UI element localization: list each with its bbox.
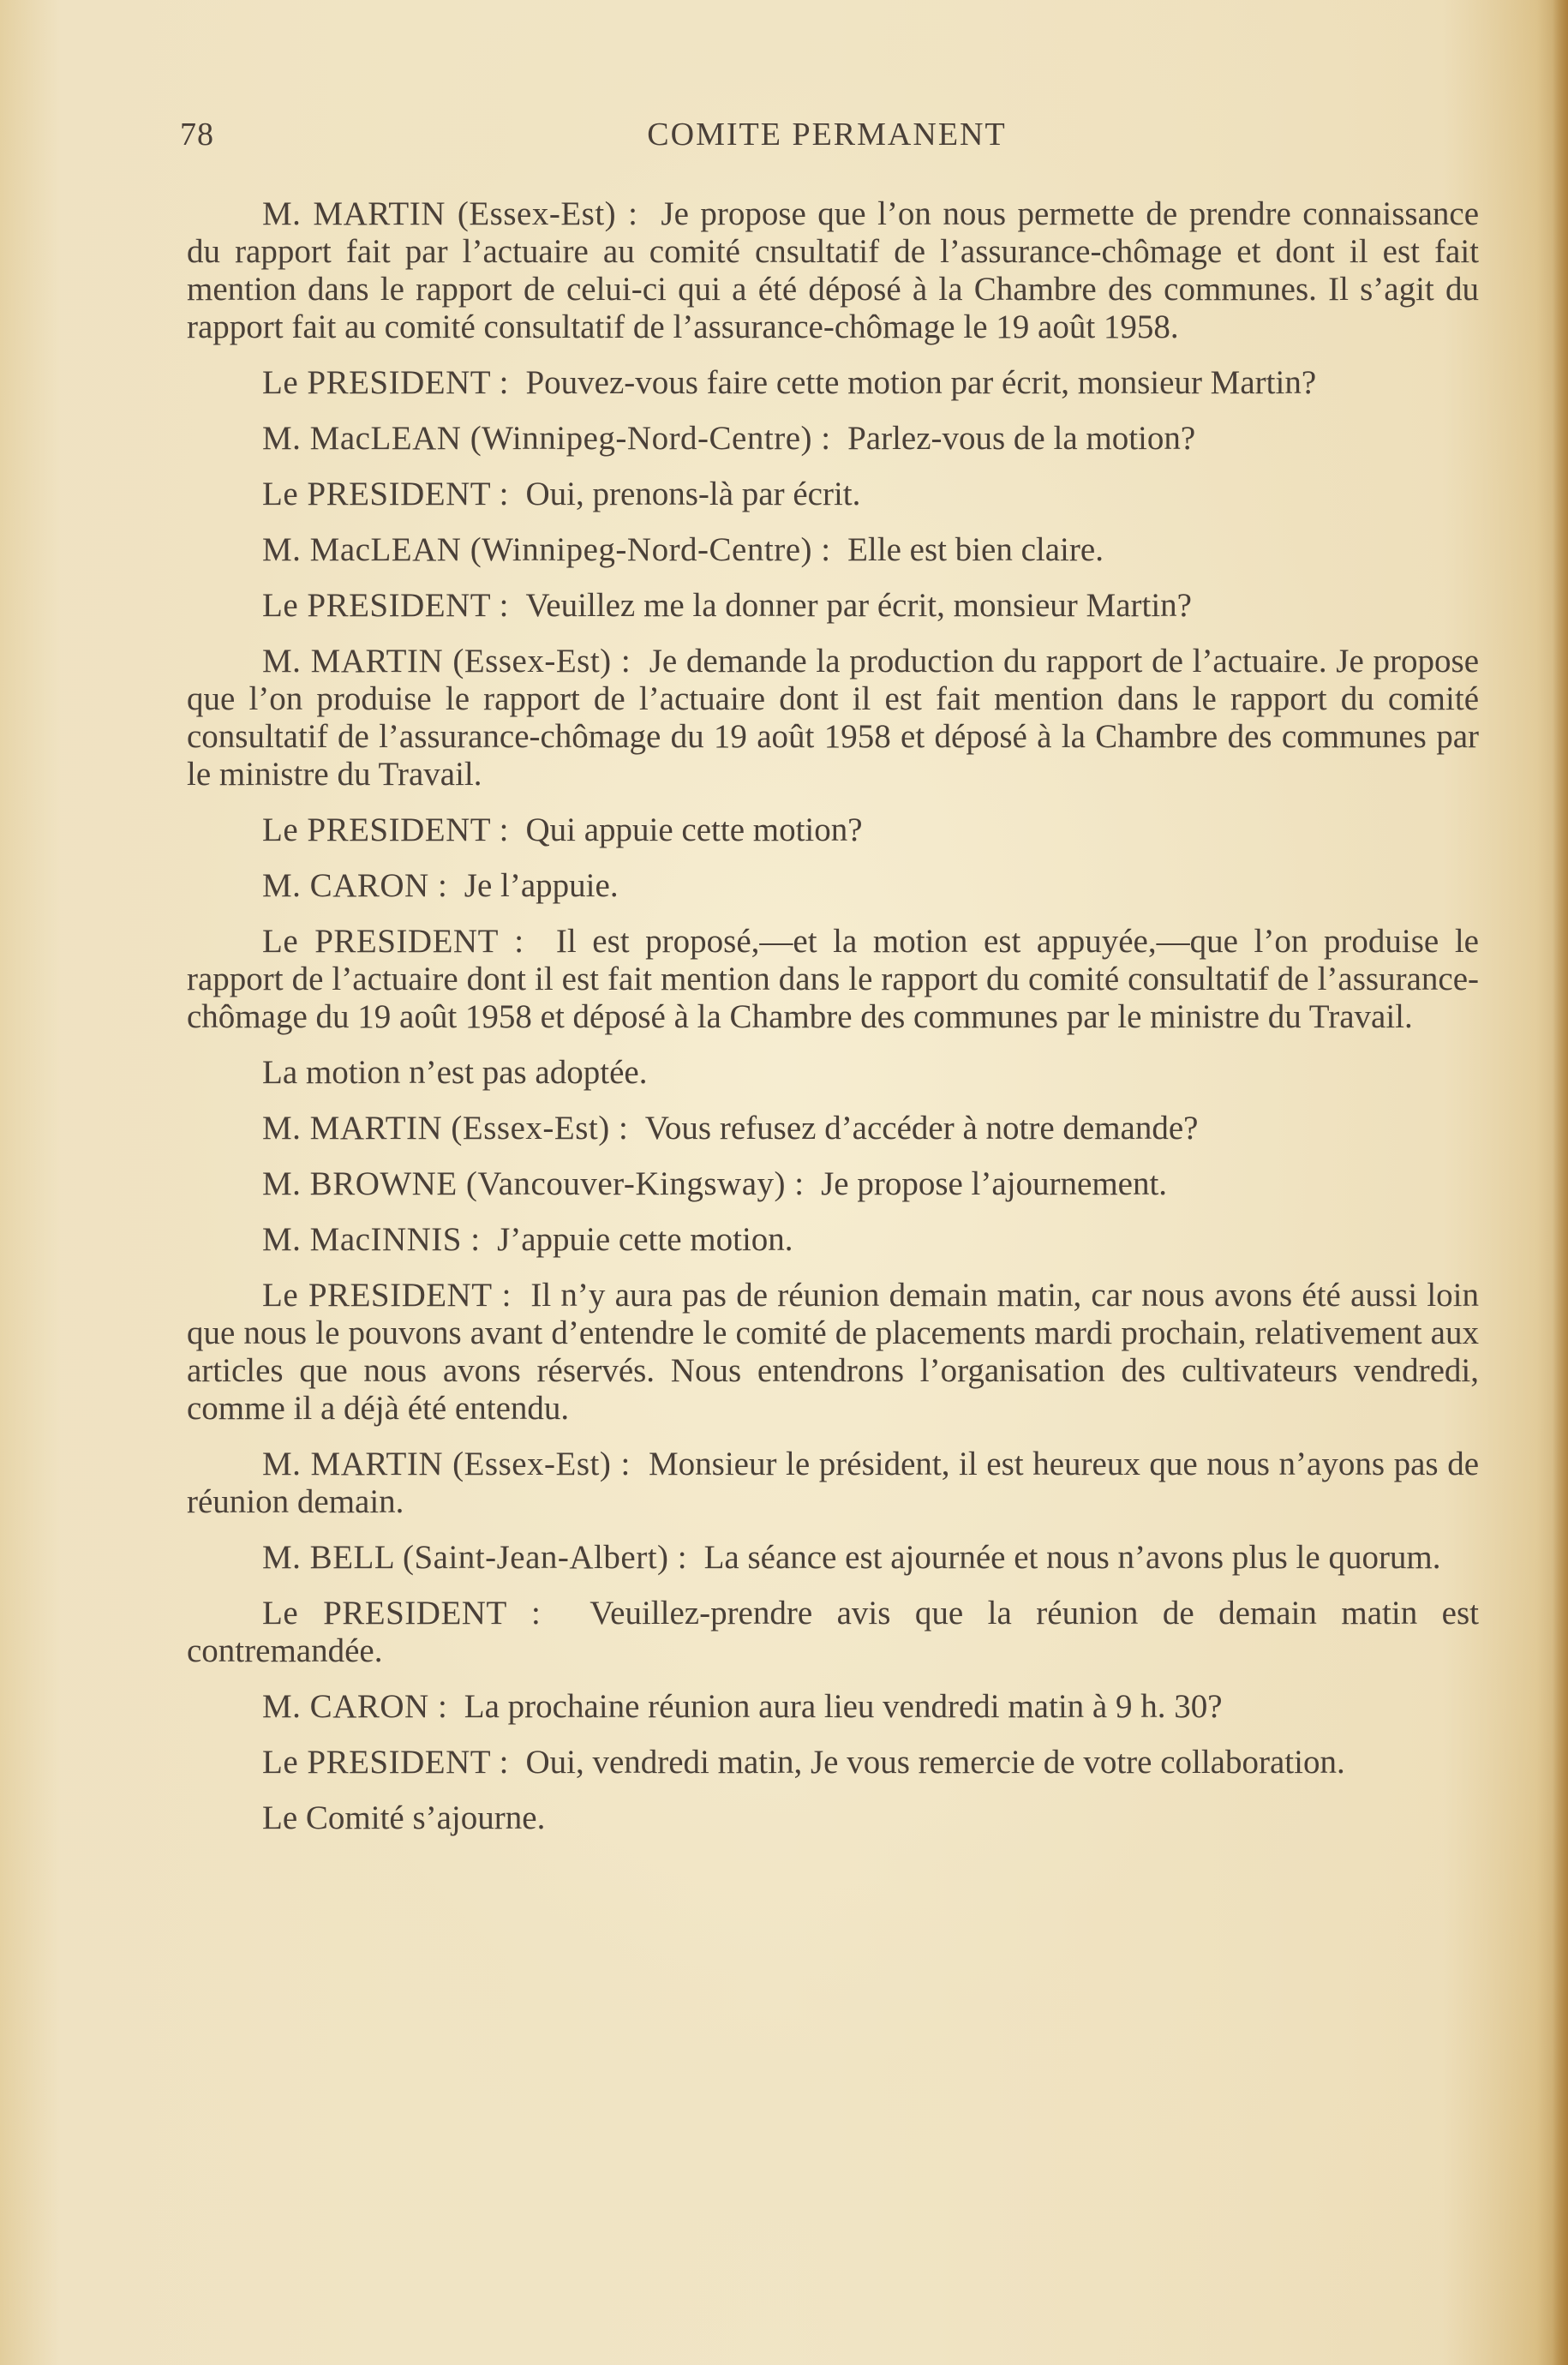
speaker-label: Le PRESIDENT : [262, 923, 524, 960]
speech-text: Je propose l’ajournement. [821, 1165, 1168, 1202]
speech-text: Monsieur le président, il est heureux que nous n’ayons pas de réunion demain. [187, 1446, 1480, 1520]
transcript-paragraph [187, 1799, 1479, 1837]
transcript-paragraph [187, 1277, 1479, 1428]
transcript-paragraph [187, 1110, 1479, 1147]
page-header [180, 116, 1474, 167]
speaker-label: Le PRESIDENT : [262, 811, 509, 848]
speaker-label: Le PRESIDENT : [262, 476, 509, 512]
transcript-paragraph [187, 1539, 1479, 1577]
speech-text: La motion n’est pas adoptée. [262, 1054, 648, 1091]
running-title: COMITE PERMANENT [647, 117, 1007, 153]
speaker-label: M. MacINNIS : [262, 1221, 481, 1258]
transcript-paragraph [187, 923, 1479, 1036]
speech-text: Veuillez me la donner par écrit, monsieur Martin? [525, 587, 1192, 624]
transcript-paragraph [187, 1221, 1479, 1259]
speaker-label: M. MacLEAN (Winnipeg-Nord-Centre) : [262, 420, 831, 457]
speech-text: La séance est ajournée et nous n’avons plus le quorum. [703, 1539, 1441, 1576]
transcript-paragraph [187, 1446, 1479, 1521]
speech-text: Oui, prenons-là par écrit. [525, 476, 861, 512]
speech-text: Il n’y aura pas de réunion demain matin, car nous avons été aussi loin que nous le pouvons avant d’entendre le comité de placements mardi prochain, relativement aux articles que nous avons réservés. Nous entendrons l’organisation des cultivateurs vendredi, comme il a déjà été entendu. [187, 1277, 1479, 1427]
speech-text: La prochaine réunion aura lieu vendredi matin à 9 h. 30? [464, 1688, 1223, 1725]
transcript-paragraph [187, 420, 1479, 458]
transcript-paragraph [187, 1054, 1479, 1092]
page-edge-shadow [1553, 0, 1568, 2365]
transcript-paragraph [187, 531, 1479, 569]
speech-text: Parlez-vous de la motion? [847, 420, 1196, 457]
page-number: 78 [180, 117, 214, 153]
speech-text: Pouvez-vous faire cette motion par écrit, monsieur Martin? [525, 364, 1317, 401]
transcript-paragraph [187, 1744, 1479, 1781]
speech-text: Qui appuie cette motion? [525, 811, 863, 848]
transcript-paragraph [187, 1595, 1479, 1670]
speaker-label: Le PRESIDENT : [262, 1595, 542, 1632]
speaker-label: M. CARON : [262, 1688, 448, 1725]
speaker-label: M. BELL (Saint-Jean-Albert) : [262, 1539, 688, 1576]
speaker-label: Le PRESIDENT : [262, 587, 509, 624]
speaker-label: Le PRESIDENT : [262, 1277, 512, 1314]
speaker-label: M. MARTIN (Essex-Est) : [262, 1446, 631, 1482]
speaker-label: M. MARTIN (Essex-Est) : [262, 195, 638, 232]
speaker-label: M. MARTIN (Essex-Est) : [262, 1110, 629, 1147]
speech-text: Le Comité s’ajourne. [262, 1799, 546, 1836]
transcript-body [187, 195, 1479, 1837]
speaker-label: Le PRESIDENT : [262, 1744, 509, 1781]
speech-text: Il est proposé,—et la motion est appuyée,—que l’on produise le rapport de l’actuaire dont il est fait mention dans le rapport du comité consultatif de l’assurance-chômage du 19 août 1958 et déposé à la Chambre des communes par le ministre du Travail. [187, 923, 1479, 1035]
speech-text: Je demande la production du rapport de l’actuaire. Je propose que l’on produise le rapport de l’actuaire dont il est fait mention dans le rapport du comité consultatif de l’assurance-chômage du 19 août 1958 et déposé à la Chambre des communes par le ministre du Travail. [187, 643, 1480, 793]
speech-text: Vous refusez d’accéder à notre demande? [644, 1110, 1199, 1147]
speaker-label: M. BROWNE (Vancouver-Kingsway) : [262, 1165, 805, 1202]
speaker-label: M. MacLEAN (Winnipeg-Nord-Centre) : [262, 531, 831, 568]
transcript-paragraph [187, 867, 1479, 905]
speaker-label: Le PRESIDENT : [262, 364, 509, 401]
speech-text: Elle est bien claire. [847, 531, 1104, 568]
speech-text: Je l’appuie. [464, 867, 619, 904]
transcript-paragraph [187, 811, 1479, 849]
speaker-label: M. MARTIN (Essex-Est) : [262, 643, 631, 680]
transcript-paragraph [187, 364, 1479, 402]
speech-text: Oui, vendredi matin, Je vous remercie de votre collaboration. [525, 1744, 1345, 1781]
transcript-paragraph [187, 195, 1479, 346]
transcript-paragraph [187, 587, 1479, 625]
speaker-label: M. CARON : [262, 867, 448, 904]
transcript-paragraph [187, 1688, 1479, 1726]
transcript-paragraph [187, 1165, 1479, 1203]
transcript-paragraph [187, 643, 1479, 793]
speech-text: Veuillez-prendre avis que la réunion de demain matin est contremandée. [187, 1595, 1479, 1669]
transcript-paragraph [187, 476, 1479, 513]
speech-text: Je propose que l’on nous permette de prendre connaissance du rapport fait par l’actuaire au comité cnsultatif de l’assurance-chômage et dont il est fait mention dans le rapport de celui-ci qui a été déposé à la Chambre des communes. Il s’agit du rapport fait au comité consultatif de l’assurance-chômage le 19 août 1958. [187, 195, 1480, 345]
speech-text: J’appuie cette motion. [497, 1221, 793, 1258]
